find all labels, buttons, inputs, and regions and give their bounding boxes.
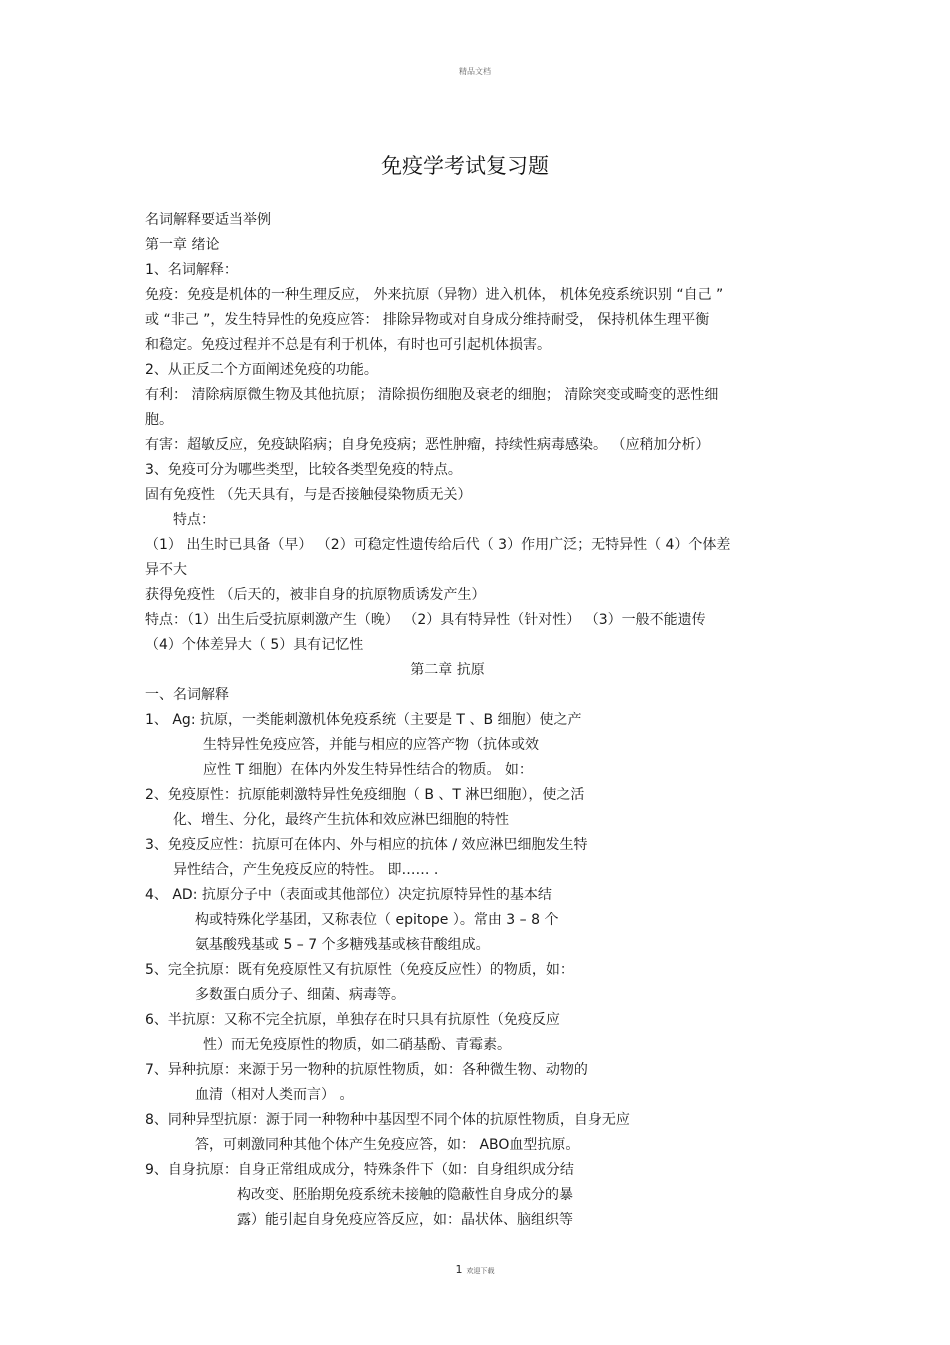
page-footer <box>0 1258 950 1277</box>
text-line: 9、自身抗原：自身正常组成成分，特殊条件下（如：自身组织成分结 <box>145 1162 574 1178</box>
text-line: 特点： <box>173 512 215 528</box>
text-line: 一、名词解释 <box>145 687 229 703</box>
chapter-heading: 第二章 抗原 <box>410 662 485 678</box>
text-line: 7、异种抗原：来源于另一物种的抗原性物质，如：各种微生物、动物的 <box>145 1062 588 1078</box>
text-line: 4、 AD: 抗原分子中（表面或其他部位）决定抗原特异性的基本结 <box>145 887 552 903</box>
text-line: 获得免疫性 （后天的，被非自身的抗原物质诱发产生） <box>145 587 486 603</box>
text-line: （4）个体差异大（ 5）具有记忆性 <box>145 637 364 653</box>
text-line: 有利： 清除病原微生物及其他抗原； 清除损伤细胞及衰老的细胞； 清除突变或畸变的恶性细 <box>145 387 719 403</box>
text-line: 化、增生、分化，最终产生抗体和效应淋巴细胞的特性 <box>173 812 509 828</box>
text-line: 或 “非己 ”，发生特异性的免疫应答： 排除异物或对自身成分维持耐受， 保持机体生理平衡 <box>145 312 710 328</box>
text-line: 生特异性免疫应答，并能与相应的应答产物（抗体或效 <box>203 737 539 753</box>
text-line: 答，可刺激同种其他个体产生免疫应答，如： ABO血型抗原。 <box>195 1137 580 1153</box>
text-line: 多数蛋白质分子、细菌、病毒等。 <box>195 987 405 1003</box>
text-line: 6、半抗原：又称不完全抗原，单独存在时只具有抗原性（免疫反应 <box>145 1012 560 1028</box>
text-line: 胞。 <box>145 412 173 428</box>
footer-note: 欢迎下载 <box>466 1267 495 1275</box>
text-line: 构或特殊化学基团，又称表位（ epitope ）。常由 3 – 8 个 <box>195 912 559 928</box>
text-line: 5、完全抗原：既有免疫原性又有抗原性（免疫反应性）的物质，如： <box>145 962 574 978</box>
text-line: （1） 出生时已具备（早） （2）可稳定性遗传给后代（ 3）作用广泛；无特异性（ 4）个体差 <box>145 537 731 553</box>
text-line: 固有免疫性 （先天具有，与是否接触侵染物质无关） <box>145 487 472 503</box>
text-line: 2、从正反二个方面阐述免疫的功能。 <box>145 362 378 378</box>
document-body <box>145 208 810 1233</box>
document-title: 免疫学考试复习题 <box>381 154 549 178</box>
text-line: 免疫：免疫是机体的一种生理反应， 外来抗原（异物）进入机体， 机体免疫系统识别 “自己 ” <box>145 287 724 303</box>
text-line: 构改变、胚胎期免疫系统未接触的隐蔽性自身成分的暴 <box>237 1187 573 1203</box>
text-line: 氨基酸残基或 5 – 7 个多糖残基或核苷酸组成。 <box>195 937 490 953</box>
text-line: 2、免疫原性：抗原能刺激特异性免疫细胞（ B 、T 淋巴细胞），使之活 <box>145 787 585 803</box>
text-line: 3、免疫反应性：抗原可在体内、外与相应的抗体 / 效应淋巴细胞发生特 <box>145 837 588 853</box>
text-line: 血清（相对人类而言） 。 <box>195 1087 354 1103</box>
text-line: 特点：（1）出生后受抗原刺激产生（晚） （2）具有特异性（针对性） （3）一般不能遗传 <box>145 612 706 628</box>
text-line: 1、名词解释： <box>145 262 238 278</box>
page-number: 1 <box>455 1263 463 1276</box>
text-line: 3、免疫可分为哪些类型，比较各类型免疫的特点。 <box>145 462 462 478</box>
text-line: 露）能引起自身免疫应答反应，如：晶状体、脑组织等 <box>237 1212 573 1228</box>
chapter-heading: 第一章 绪论 <box>145 237 220 253</box>
text-line: 应性 T 细胞）在体内外发生特异性结合的物质。 如： <box>203 762 533 778</box>
text-line: 8、同种异型抗原：源于同一种物种中基因型不同个体的抗原性物质，自身无应 <box>145 1112 630 1128</box>
text-line: 名词解释要适当举例 <box>145 212 271 228</box>
text-line: 有害：超敏反应，免疫缺陷病；自身免疫病；恶性肿瘤，持续性病毒感染。 （应稍加分析） <box>145 437 710 453</box>
text-line: 1、 Ag: 抗原，一类能刺激机体免疫系统（主要是 T 、B 细胞）使之产 <box>145 712 582 728</box>
text-line: 性）而无免疫原性的物质，如二硝基酚、青霉素。 <box>203 1037 511 1053</box>
page-header: 精品文档 <box>459 67 491 76</box>
text-line: 异性结合，产生免疫反应的特性。 即…… . <box>173 862 439 878</box>
text-line: 异不大 <box>145 562 187 578</box>
text-line: 和稳定。免疫过程并不总是有利于机体，有时也可引起机体损害。 <box>145 337 551 353</box>
